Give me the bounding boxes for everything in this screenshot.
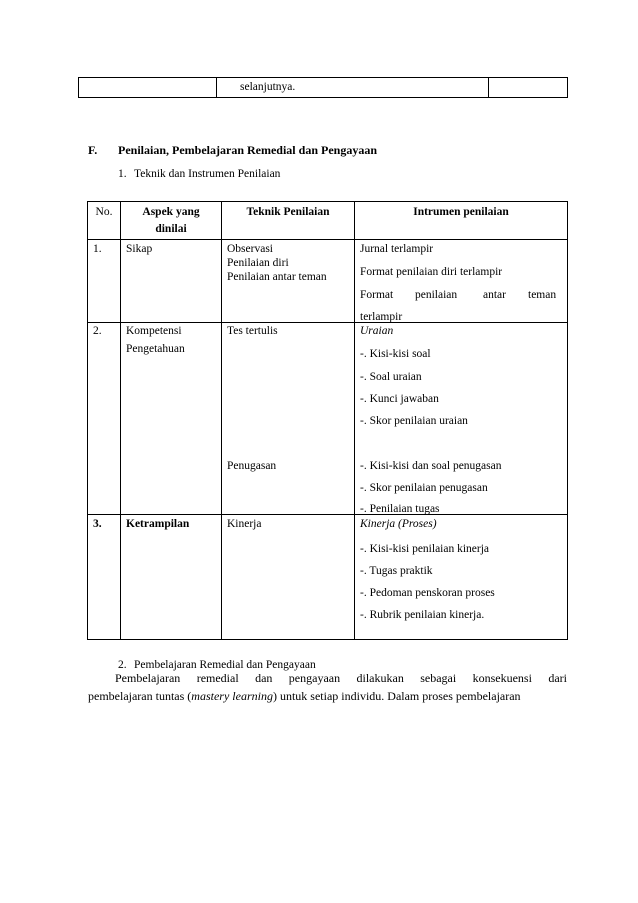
header-teknik: Teknik Penilaian (246, 206, 330, 218)
para-word: sebagai (420, 671, 457, 685)
row2-instrumen-heading: Uraian (360, 325, 394, 337)
row1-teknik-3: Penilaian antar teman (227, 271, 327, 283)
row2-instrumen-7: -. Penilaian tugas (360, 503, 440, 515)
paragraph-line-1 (115, 670, 567, 686)
item2-number: 2. (118, 659, 127, 671)
row1-instrumen-3c: antar (483, 289, 506, 301)
row2-instrumen-6: -. Skor penilaian penugasan (360, 482, 488, 494)
para-text: ) untuk setiap individu. Dalam proses pembelajaran (272, 689, 521, 703)
row1-teknik-1: Observasi (227, 243, 273, 255)
row2-teknik-1: Tes tertulis (227, 325, 278, 337)
row1-instrumen-4: terlampir (360, 311, 403, 323)
row1-teknik-2: Penilaian diri (227, 257, 289, 269)
para-word: pengayaan (288, 671, 341, 685)
row1-instrumen-3d: teman (528, 289, 557, 301)
row2-aspek-2: Pengetahuan (126, 343, 185, 355)
row3-instrumen-heading: Kinerja (Proses) (360, 518, 437, 530)
paragraph-line-2 (88, 688, 568, 704)
header-no: No. (95, 206, 113, 218)
para-word: dilakukan (356, 671, 404, 685)
row3-no: 3. (93, 518, 102, 530)
para-word: dari (548, 671, 567, 685)
item2-title: Pembelajaran Remedial dan Pengayaan (134, 659, 316, 671)
para-word: remedial (196, 671, 239, 685)
row2-aspek-1: Kompetensi (126, 325, 182, 337)
section-f-title: Penilaian, Pembelajaran Remedial dan Pengayaan (118, 143, 377, 157)
row2-instrumen-1: -. Kisi-kisi soal (360, 348, 431, 360)
header-instrumen: Intrumen penilaian (413, 206, 509, 218)
section-f-letter: F. (88, 143, 98, 157)
row3-instrumen-1: -. Kisi-kisi penilaian kinerja (360, 543, 490, 555)
row2-instrumen-4: -. Skor penilaian uraian (360, 415, 468, 427)
para-word: dan (255, 671, 273, 685)
row1-instrumen-3b: penilaian (415, 289, 458, 301)
row2-instrumen-2: -. Soal uraian (360, 371, 422, 383)
header-aspek-line2: dinilai (155, 223, 187, 235)
top-table-cell-text: selanjutnya. (240, 81, 296, 93)
row3-instrumen-4: -. Rubrik penilaian kinerja. (360, 609, 485, 621)
row3-teknik: Kinerja (227, 518, 262, 530)
item1-title: Teknik dan Instrumen Penilaian (134, 168, 281, 180)
row2-instrumen-3: -. Kunci jawaban (360, 393, 439, 405)
row2-instrumen-5: -. Kisi-kisi dan soal penugasan (360, 460, 502, 472)
row1-aspek: Sikap (126, 243, 153, 255)
row1-instrumen-2: Format penilaian diri terlampir (360, 266, 503, 278)
para-emphasis: mastery learning (191, 689, 273, 703)
para-word: konsekuensi (472, 671, 532, 685)
row2-teknik-2: Penugasan (227, 460, 277, 472)
row3-instrumen-3: -. Pedoman penskoran proses (360, 587, 495, 599)
row1-instrumen-1: Jurnal terlampir (360, 243, 434, 255)
row2-no: 2. (93, 325, 102, 337)
header-aspek-line1: Aspek yang (142, 206, 200, 218)
row3-instrumen-2: -. Tugas praktik (360, 565, 433, 577)
para-word: Pembelajaran (115, 671, 181, 685)
item1-number: 1. (118, 168, 127, 180)
para-text: pembelajaran tuntas ( (88, 689, 192, 703)
row1-no: 1. (93, 243, 102, 255)
row1-instrumen-3a: Format (360, 289, 394, 301)
row3-aspek: Ketrampilan (126, 518, 190, 530)
